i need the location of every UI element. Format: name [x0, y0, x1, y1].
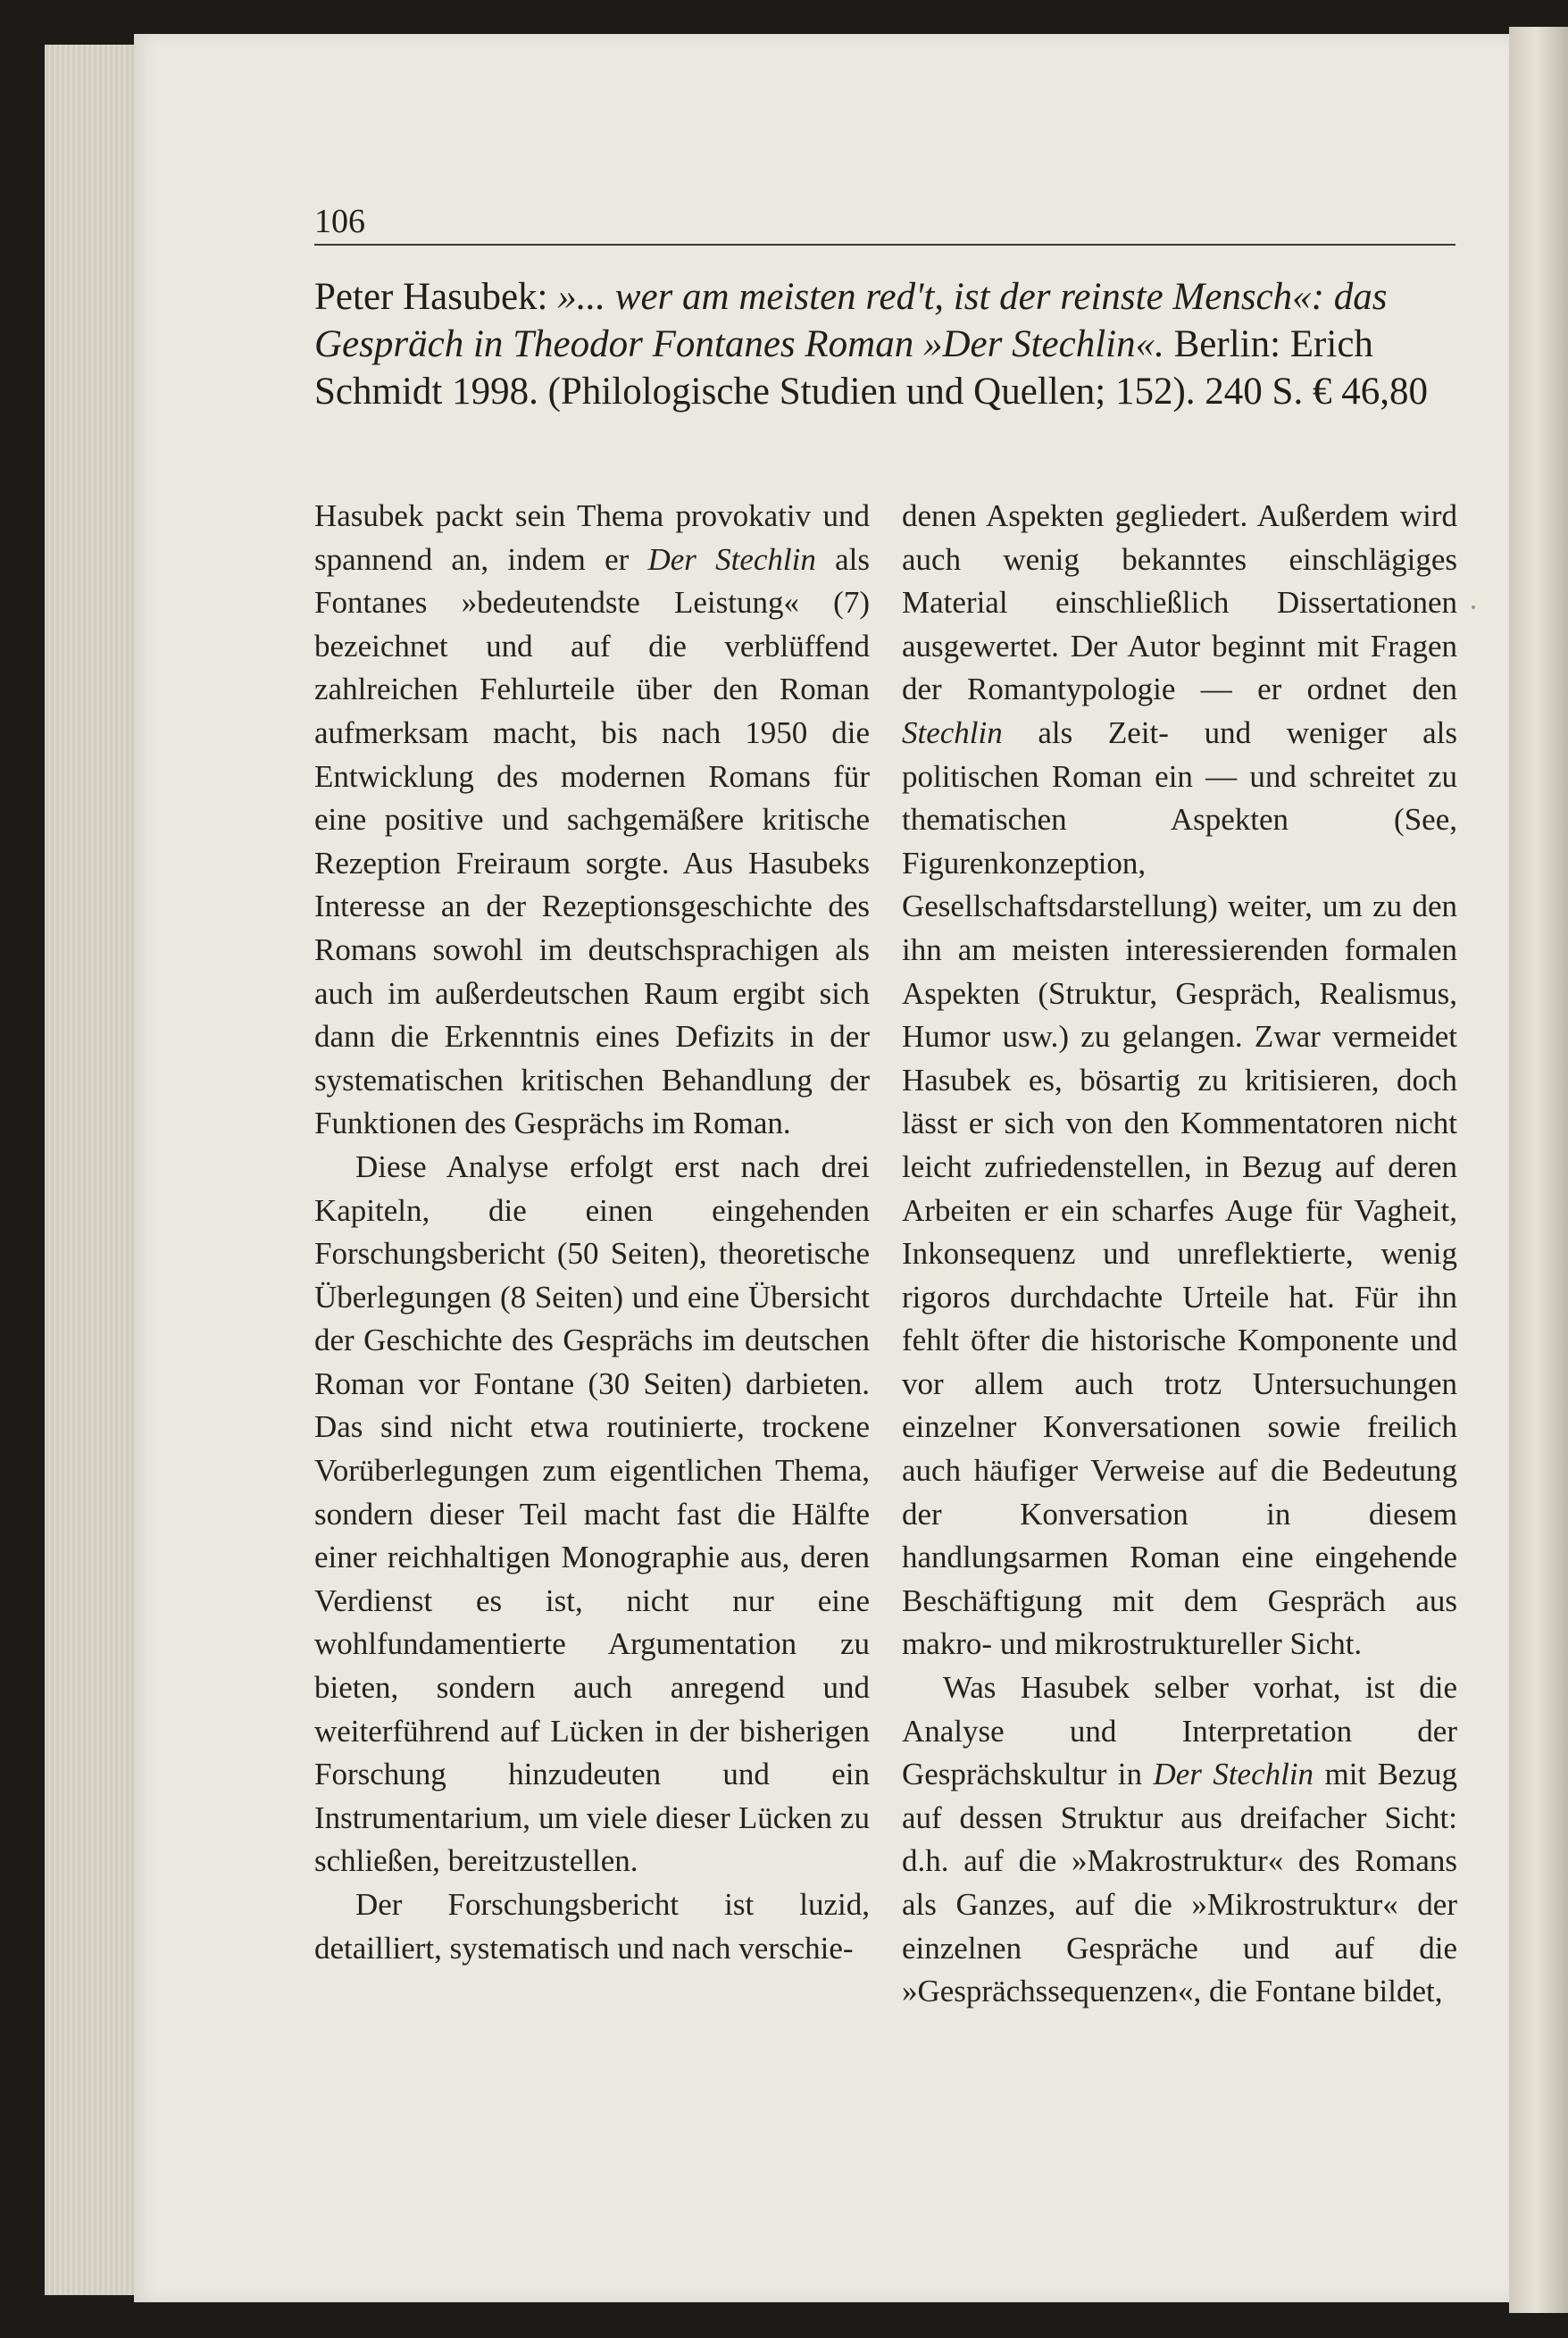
- paragraph: denen Aspekten gegliedert. Außerdem wird auch wenig bekanntes einschlägiges Material einschließlich Dissertationen ausgewertet. Der Autor beginnt mit Fragen der Romantypologie — er ordnet den Stechlin als Zeit- und weniger als politischen Roman ein — und schreitet zu thematischen Aspekten (See, Figurenkonzeption, Gesellschaftsdarstellung) weiter, um zu den ihn am meisten interessierenden formalen Aspekten (Struktur, Gespräch, Realismus, Humor usw.) zu gelangen. Zwar vermeidet Hasubek es, bösartig zu kritisieren, doch lässt er sich von den Kommentatoren nicht leicht zufriedenstellen, in Bezug auf deren Arbeiten er ein scharfes Auge für Vagheit, Inkonsequenz und unreflektierte, wenig rigoros durchdachte Urteile hat. Für ihn fehlt öfter die historische Komponente und vor allem auch trotz Untersuchungen einzelner Konversationen sowie freilich auch häufiger Verweise auf die Bedeutung der Konversation in diesem handlungsarmen Roman eine eingehende Beschäftigung mit dem Gespräch aus makro- und mikrostruktureller Sicht.: [902, 498, 1457, 1662]
- citation-author: Peter Hasubek:: [314, 276, 558, 318]
- page-number: 106: [314, 203, 365, 240]
- emphasis: Der Stechlin: [1153, 1757, 1314, 1792]
- header-rule: [314, 244, 1455, 246]
- paragraph: Diese Analyse erfolgt erst nach drei Kapiteln, die einen eingehenden Forschungsbericht (50 Seiten), theoretische Überlegungen (8 Seiten) und eine Übersicht der Geschichte des Gesprächs im deutschen Roman vor Fontane (30 Seiten) darbieten. Das sind nicht etwa routinierte, trockene Vorüberlegungen zum eigentlichen Thema, sondern dieser Teil macht fast die Hälfte einer reichhaltigen Monographie aus, deren Verdienst es ist, nicht nur eine wohlfundamentierte Argumentation zu bieten, sondern auch anregend und weiterführend auf Lücken in der bisherigen Forschung hinzudeuten und ein Instrumentarium, um viele dieser Lücken zu schließen, bereitzustellen.: [314, 1148, 870, 1879]
- emphasis: Stechlin: [902, 714, 1003, 750]
- book-citation: [314, 273, 1455, 415]
- paragraph: Was Hasubek selber vorhat, ist die Analyse und Interpretation der Gesprächskultur in Der Stechlin mit Bezug auf dessen Struktur aus dreifacher Sicht: d.h. auf die »Makrostruktur« des Romans als Ganzes, auf die »Mikrostruktur« der einzelnen Gespräche und auf die »Gesprächssequenzen«, die Fontane bildet,: [902, 1670, 1457, 2009]
- text-column-right: [902, 495, 1457, 2014]
- page-stack-edge-right: [1509, 27, 1568, 2313]
- citation-title: »... wer am meisten red't, ist der reinste Mensch«: das Gespräch in Theodor Fontanes Roman »Der Stechlin«.: [314, 276, 1388, 365]
- text-column-left: [314, 495, 870, 1970]
- citation-publication: Berlin: Erich Schmidt 1998. (Philologische Studien und Quellen; 152). 240 S. € 46,80: [314, 323, 1428, 413]
- paragraph: Der Forschungsbericht ist luzid, detailliert, systematisch und nach verschie-: [314, 1887, 870, 1966]
- dust-speck: [1472, 605, 1475, 609]
- emphasis: Der Stechlin: [647, 541, 816, 577]
- page-stack-edge-left: [45, 45, 143, 2295]
- paragraph: Hasubek packt sein Thema provokativ und spannend an, indem er Der Stechlin als Fontanes »bedeutendste Leistung« (7) bezeichnet und auf die verblüffend zahlreichen Fehlurteile über den Roman aufmerksam macht, bis nach 1950 die Entwicklung des modernen Romans für eine positive und sachgemäßere kritische Rezeption Freiraum sorgte. Aus Hasubeks Interesse an der Rezeptionsgeschichte des Romans sowohl im deutschsprachigen als auch im außerdeutschen Raum ergibt sich dann die Erkenntnis eines Defizits in der systematischen kritischen Behandlung der Funktionen des Gesprächs im Roman.: [314, 498, 870, 1141]
